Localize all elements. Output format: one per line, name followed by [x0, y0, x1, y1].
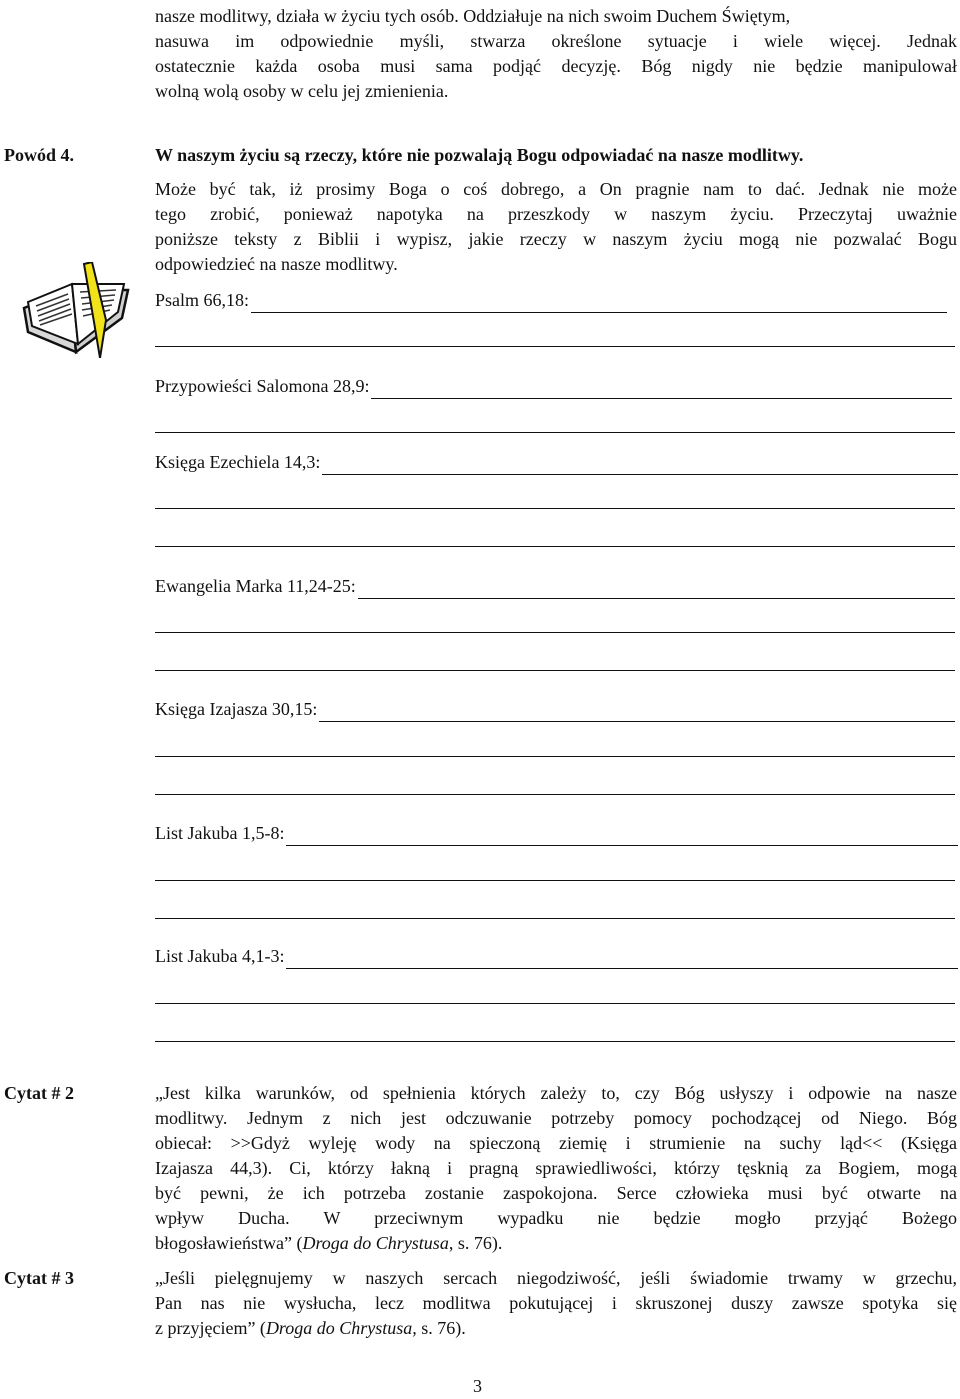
ezekiel-field[interactable]: [155, 450, 958, 475]
field-label: Psalm 66,18:: [155, 290, 250, 310]
open-book-icon: [20, 262, 132, 358]
answer-line[interactable]: [155, 794, 955, 795]
quote-line: „Jest kilka warunków, od spełnienia których zależy to, czy Bóg usłyszy i odpowie na nasze: [155, 1083, 957, 1103]
answer-line[interactable]: [251, 293, 947, 313]
reason-line: Może być tak, iż prosimy Boga o coś dobrego, a On pragnie nam to dać. Jednak nie może: [155, 179, 957, 199]
quote-line: Pan nas nie wysłucha, lecz modlitwa pokutującej i skruszonej duszy zawsze spotyka się: [155, 1293, 957, 1313]
quote-text: z przyjęciem” (: [155, 1318, 266, 1338]
field-label: Przypowieści Salomona 28,9:: [155, 376, 370, 396]
answer-line[interactable]: [319, 702, 955, 722]
reason-line: tego zrobić, ponieważ napotyka na przeszkody w naszym życiu. Przeczytaj uważnie: [155, 204, 957, 224]
answer-line[interactable]: [155, 670, 955, 671]
answer-line[interactable]: [155, 880, 955, 881]
psalm-field[interactable]: [155, 288, 947, 313]
james-1-field[interactable]: [155, 821, 958, 846]
quote-line: obiecał: >>Gdyż wyleję wody na spieczoną ziemię i strumienie na suchy ląd<< (Księga: [155, 1133, 957, 1153]
quote-text: błogosławieństwa” (: [155, 1233, 303, 1253]
quote-line: [155, 1316, 957, 1341]
james-4-field[interactable]: [155, 944, 958, 969]
answer-line[interactable]: [155, 632, 955, 633]
quote-line: być pewni, że ich potrzeba zostanie zaspokojona. Serce człowieka musi być otwarte na: [155, 1183, 957, 1203]
answer-line[interactable]: [155, 346, 955, 347]
reason-line: poniższe teksty z Biblii i wypisz, jakie rzeczy w naszym życiu mogą nie pozwalać Bogu: [155, 229, 957, 249]
quote-line: wpływ Ducha. W przeciwnym wypadku nie będzie mogło przyjąć Bożego: [155, 1208, 957, 1228]
answer-line[interactable]: [155, 432, 955, 433]
intro-line: nasze modlitwy, działa w życiu tych osób. Oddziałuje na nich swoim Duchem Świętym,: [155, 6, 791, 26]
quote-line: modlitwy. Jednym z nich jest odczuwanie potrzeby pomocy pochodzącej od Niego. Bóg: [155, 1108, 957, 1128]
answer-line[interactable]: [155, 1041, 955, 1042]
quote-text: s. 76).: [416, 1318, 466, 1338]
quote-label: Cytat # 2: [4, 1083, 74, 1103]
answer-line[interactable]: [286, 826, 958, 846]
quote-line: Izajasza 44,3). Ci, którzy łakną i pragną sprawiedliwości, którzy tęsknią za Bogiem, mogą: [155, 1158, 957, 1178]
intro-line: wolną wolą osoby w celu jej zmienienia.: [155, 81, 449, 101]
answer-line[interactable]: [286, 949, 958, 969]
answer-line[interactable]: [155, 546, 955, 547]
field-label: Księga Ezechiela 14,3:: [155, 452, 321, 472]
book-title: Droga do Chrystusa,: [265, 1318, 417, 1338]
intro-line: nasuwa im odpowiednie myśli, stwarza określone sytuacje i wiele więcej. Jednak: [155, 31, 957, 51]
mark-field[interactable]: [155, 574, 955, 599]
answer-line[interactable]: [371, 379, 952, 399]
isaiah-field[interactable]: [155, 697, 955, 722]
quote-line: [155, 1231, 957, 1256]
field-label: List Jakuba 1,5-8:: [155, 823, 285, 843]
answer-line[interactable]: [155, 756, 955, 757]
answer-line[interactable]: [322, 455, 958, 475]
quote-text: , s. 76).: [448, 1233, 503, 1253]
answer-line[interactable]: [155, 918, 955, 919]
answer-line[interactable]: [358, 579, 955, 599]
answer-line[interactable]: [155, 1003, 955, 1004]
field-label: Księga Izajasza 30,15:: [155, 699, 318, 719]
book-title: Droga do Chrystusa: [302, 1233, 449, 1253]
reason-label: Powód 4.: [4, 145, 75, 165]
reason-heading: W naszym życiu są rzeczy, które nie pozwalają Bogu odpowiadać na nasze modlitwy.: [155, 145, 804, 165]
proverbs-field[interactable]: [155, 374, 952, 399]
quote-line: „Jeśli pielęgnujemy w naszych sercach niegodziwość, jeśli świadomie trwamy w grzechu,: [155, 1268, 957, 1288]
reason-line: odpowiedzieć na nasze modlitwy.: [155, 254, 398, 274]
quote-label: Cytat # 3: [4, 1268, 74, 1288]
intro-line: ostatecznie każda osoba musi sama podjąć decyzję. Bóg nigdy nie będzie manipulował: [155, 56, 957, 76]
field-label: Ewangelia Marka 11,24-25:: [155, 576, 356, 596]
answer-line[interactable]: [155, 508, 955, 509]
page-number: 3: [473, 1376, 482, 1396]
field-label: List Jakuba 4,1-3:: [155, 946, 285, 966]
